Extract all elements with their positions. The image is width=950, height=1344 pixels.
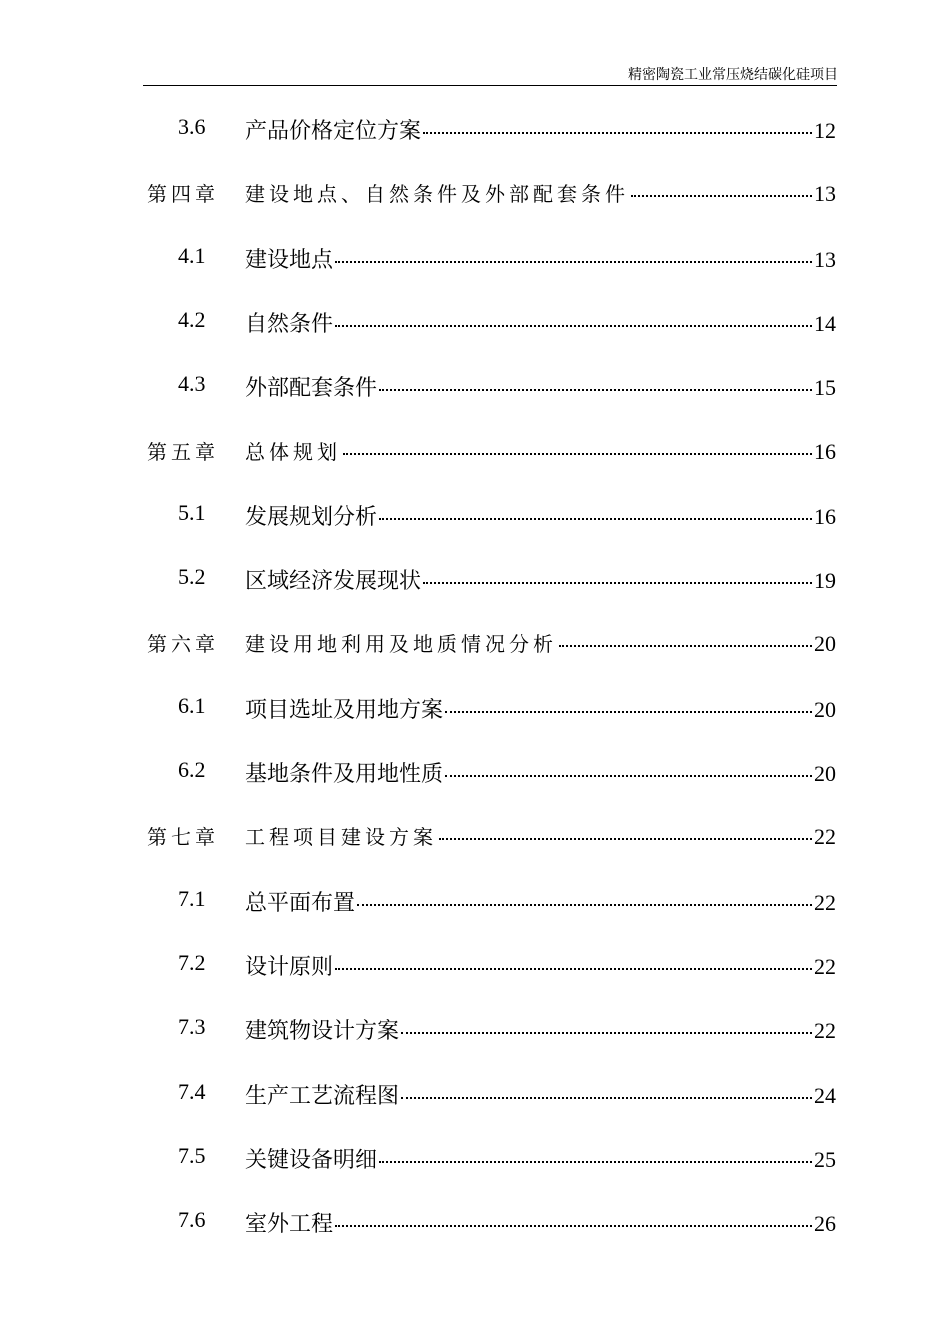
toc-entry-page-number: 22 [814,824,836,849]
running-header: 精密陶瓷工业常压烧结碳化硅项目 [628,67,838,83]
toc-entry-page-number: 22 [814,954,836,979]
toc-section-entry[interactable] [0,544,950,608]
toc-entry-number: 5.2 [178,564,206,589]
toc-section-entry[interactable] [0,1123,950,1187]
toc-section-entry[interactable] [0,94,950,158]
toc-entry-page-number: 16 [814,439,836,464]
toc-entry-line [245,436,836,465]
toc-entry-page-number: 26 [814,1211,836,1236]
toc-dot-leader [335,1225,812,1227]
toc-entry-title: 总体规划 [245,440,341,464]
toc-dot-leader [445,775,812,777]
toc-dot-leader [559,645,812,647]
toc-dot-leader [343,453,812,455]
toc-chapter-entry[interactable] [0,608,950,672]
toc-entry-line [245,628,836,657]
toc-entry-title: 产品价格定位方案 [245,119,422,144]
toc-entry-line [245,886,836,917]
toc-entry-page-number: 12 [814,118,836,143]
toc-entry-page-number: 14 [814,311,836,336]
toc-entry-number: 7.5 [178,1143,206,1168]
toc-entry-number: 4.1 [178,243,206,268]
toc-entry-title: 项目选址及用地方案 [245,698,444,723]
toc-entry-number: 4.2 [178,307,206,332]
toc-entry-page-number: 22 [814,890,836,915]
toc-dot-leader [423,582,812,584]
toc-entry-number: 3.6 [178,114,206,139]
toc-entry-title: 建筑物设计方案 [245,1019,400,1044]
toc-dot-leader [335,325,812,327]
toc-entry-line [245,371,836,402]
toc-dot-leader [357,904,812,906]
toc-section-entry[interactable] [0,673,950,737]
toc-entry-number: 7.1 [178,886,206,911]
toc-entry-title: 发展规划分析 [245,505,378,530]
toc-entry-title: 生产工艺流程图 [245,1084,400,1109]
toc-entry-page-number: 13 [814,181,836,206]
toc-entry-number: 7.6 [178,1207,206,1232]
toc-section-entry[interactable] [0,866,950,930]
toc-section-entry[interactable] [0,1059,950,1123]
toc-dot-leader [445,711,812,713]
toc-section-entry[interactable] [0,287,950,351]
toc-entry-title: 外部配套条件 [245,376,378,401]
toc-entry-line [245,114,836,145]
toc-entry-number: 7.2 [178,950,206,975]
header-rule [143,85,837,86]
toc-entry-line [245,500,836,531]
toc-entry-title: 区域经济发展现状 [245,569,422,594]
toc-section-entry[interactable] [0,351,950,415]
toc-entry-number: 第四章 [147,182,219,206]
toc-dot-leader [401,1097,812,1099]
toc-section-entry[interactable] [0,1187,950,1251]
toc-section-entry[interactable] [0,223,950,287]
toc-chapter-entry[interactable] [0,158,950,222]
toc-entry-page-number: 25 [814,1147,836,1172]
toc-entry-number: 6.2 [178,757,206,782]
toc-entry-number: 4.3 [178,371,206,396]
toc-entry-line [245,243,836,274]
toc-entry-page-number: 15 [814,375,836,400]
toc-section-entry[interactable] [0,737,950,801]
toc-entry-title: 设计原则 [245,955,334,980]
toc-entry-title: 建设地点 [245,248,334,273]
toc-dot-leader [439,838,812,840]
toc-dot-leader [379,1161,812,1163]
toc-dot-leader [423,132,812,134]
toc-entry-page-number: 22 [814,1018,836,1043]
toc-chapter-entry[interactable] [0,801,950,865]
toc-entry-number: 第七章 [147,825,219,849]
toc-entry-page-number: 20 [814,697,836,722]
toc-entry-page-number: 20 [814,761,836,786]
toc-entry-title: 总平面布置 [245,891,356,916]
toc-entry-number: 7.3 [178,1014,206,1039]
toc-entry-line [245,178,836,207]
toc-entry-line [245,307,836,338]
toc-entry-number: 5.1 [178,500,206,525]
toc-entry-line [245,1014,836,1045]
toc-dot-leader [379,389,812,391]
toc-entry-line [245,757,836,788]
toc-entry-title: 自然条件 [245,312,334,337]
toc-entry-number: 第五章 [147,440,219,464]
toc-entry-line [245,693,836,724]
toc-entry-number: 第六章 [147,632,219,656]
toc-entry-line [245,1207,836,1238]
toc-entry-title: 基地条件及用地性质 [245,762,444,787]
toc-entry-line [245,950,836,981]
toc-entry-number: 6.1 [178,693,206,718]
toc-entry-title: 关键设备明细 [245,1148,378,1173]
toc-entry-page-number: 13 [814,247,836,272]
toc-entry-line [245,564,836,595]
toc-section-entry[interactable] [0,930,950,994]
toc-dot-leader [631,195,812,197]
toc-entry-page-number: 19 [814,568,836,593]
toc-entry-title: 室外工程 [245,1212,334,1237]
toc-entry-number: 7.4 [178,1079,206,1104]
toc-entry-page-number: 24 [814,1083,836,1108]
toc-chapter-entry[interactable] [0,416,950,480]
toc-entry-line [245,821,836,850]
toc-entry-title: 建设地点、自然条件及外部配套条件 [245,182,629,206]
toc-section-entry[interactable] [0,994,950,1058]
toc-section-entry[interactable] [0,480,950,544]
toc-dot-leader [335,261,812,263]
toc-entry-title: 建设用地利用及地质情况分析 [245,632,557,656]
toc-entry-title: 工程项目建设方案 [245,825,437,849]
toc-dot-leader [401,1032,812,1034]
toc-entry-line [245,1079,836,1110]
toc-entry-line [245,1143,836,1174]
toc-entry-page-number: 16 [814,504,836,529]
toc-dot-leader [379,518,812,520]
toc-entry-page-number: 20 [814,631,836,656]
toc-dot-leader [335,968,812,970]
